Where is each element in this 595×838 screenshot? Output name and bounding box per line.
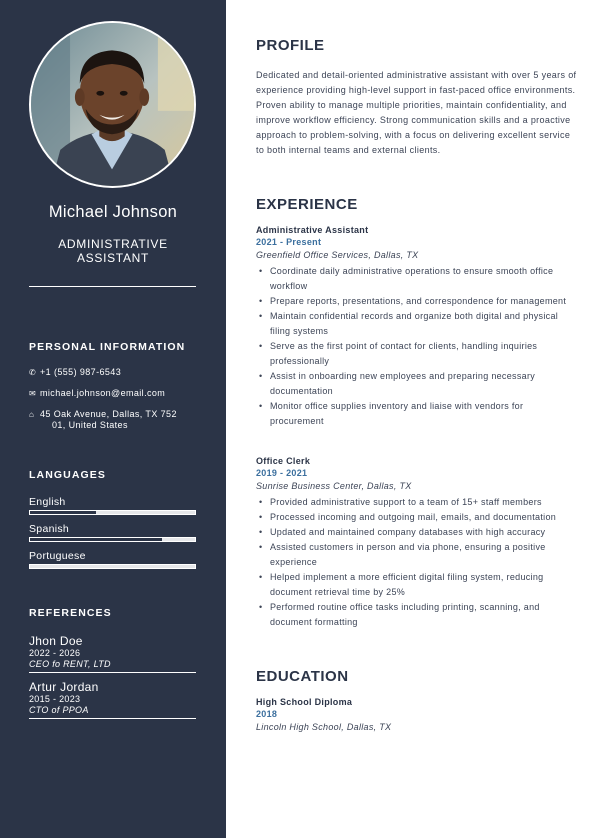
experience-item	[256, 455, 578, 630]
contact-address-line-2: 01, United States	[52, 420, 128, 430]
job-title: Administrative Assistant	[256, 225, 369, 235]
references-heading: REFERENCES	[29, 607, 112, 619]
phone-icon: ✆	[29, 368, 37, 377]
reference-item	[29, 680, 196, 719]
language-item	[29, 523, 196, 542]
job-bullet: • Maintain confidential records and organize both digital and physical filing systems	[256, 309, 578, 339]
education-heading: EDUCATION	[256, 668, 349, 685]
job-company: Greenfield Office Services, Dallas, TX	[256, 250, 419, 260]
job-dates: 2021 - Present	[256, 237, 322, 247]
candidate-title	[0, 237, 226, 265]
sidebar-divider	[29, 286, 196, 287]
contact-email	[29, 388, 165, 399]
job-dates: 2019 - 2021	[256, 468, 308, 478]
job-bullet: • Monitor office supplies inventory and liaise with vendors for procurement	[256, 399, 578, 429]
profile-photo	[29, 21, 196, 188]
language-name: Portuguese	[29, 550, 86, 562]
language-item	[29, 496, 196, 515]
contact-email-text: michael.johnson@email.com	[40, 388, 166, 398]
sidebar	[0, 0, 226, 838]
candidate-title-line-2: ASSISTANT	[76, 251, 150, 265]
language-level-bar	[29, 564, 196, 569]
reference-years: 2015 - 2023	[29, 694, 81, 704]
language-item	[29, 550, 196, 569]
home-icon: ⌂	[29, 410, 35, 419]
envelope-icon: ✉	[29, 389, 37, 398]
job-bullet: • Performed routine office tasks including printing, scanning, and document formatting	[256, 600, 578, 630]
job-bullets	[256, 264, 578, 429]
job-bullet: • Prepare reports, presentations, and correspondence for management	[256, 294, 578, 309]
candidate-name: Michael Johnson	[48, 203, 178, 221]
candidate-title-line-1: ADMINISTRATIVE	[58, 237, 168, 251]
language-level-bar	[29, 537, 196, 542]
education-degree: High School Diploma	[256, 697, 353, 707]
job-bullets	[256, 495, 578, 630]
job-company: Sunrise Business Center, Dallas, TX	[256, 481, 412, 491]
job-bullet: • Processed incoming and outgoing mail, emails, and documentation	[256, 510, 578, 525]
job-bullet: • Coordinate daily administrative operations to ensure smooth office workflow	[256, 264, 578, 294]
job-bullet: • Serve as the first point of contact for clients, handling inquiries professionally	[256, 339, 578, 369]
job-bullet: • Provided administrative support to a team of 15+ staff members	[256, 495, 578, 510]
personal-info-heading: PERSONAL INFORMATION	[29, 341, 186, 353]
profile-text: Dedicated and detail-oriented administrative assistant with over 5 years of experience providing high-level support in fast-paced office environments. Proven ability to manage multiple priorities, maintain confidentiality, and improve workflow efficiency. Strong communication skills and a proactive approach to problem-solving, with a focus on delivering excellent service to both internal teams and external clients.	[256, 70, 577, 155]
job-title: Office Clerk	[256, 456, 311, 466]
reference-item	[29, 634, 196, 673]
profile-heading: PROFILE	[256, 37, 325, 54]
reference-role: CEO fo RENT, LTD	[29, 659, 111, 669]
reference-name: Artur Jordan	[29, 680, 99, 694]
contact-phone-text: +1 (555) 987-6543	[40, 367, 122, 377]
job-bullet: • Updated and maintained company databases with high accuracy	[256, 525, 578, 540]
language-name: English	[29, 496, 66, 508]
contact-address-line-1: 45 Oak Avenue, Dallas, TX 752	[40, 409, 177, 419]
language-level-fill	[30, 538, 162, 541]
contact-address-text	[40, 409, 177, 431]
job-bullet: • Helped implement a more efficient digital filing system, reducing document retrieval time by 25%	[256, 570, 578, 600]
experience-item	[256, 224, 578, 429]
reference-years: 2022 - 2026	[29, 648, 81, 658]
education-school: Lincoln High School, Dallas, TX	[256, 722, 392, 732]
contact-address	[29, 409, 177, 431]
education-year: 2018	[256, 709, 278, 719]
job-bullet: • Assist in onboarding new employees and preparing necessary documentation	[256, 369, 578, 399]
profile-photo-image	[31, 23, 194, 186]
language-name: Spanish	[29, 523, 70, 535]
education-item	[256, 696, 578, 734]
language-level-bar	[29, 510, 196, 515]
contact-phone	[29, 367, 121, 378]
job-bullet: • Assisted customers in person and via phone, ensuring a positive experience	[256, 540, 578, 570]
languages-heading: LANGUAGES	[29, 469, 106, 481]
reference-role: CTO of PPOA	[29, 705, 89, 715]
language-level-fill	[30, 511, 96, 514]
reference-name: Jhon Doe	[29, 634, 83, 648]
experience-heading: EXPERIENCE	[256, 196, 358, 213]
